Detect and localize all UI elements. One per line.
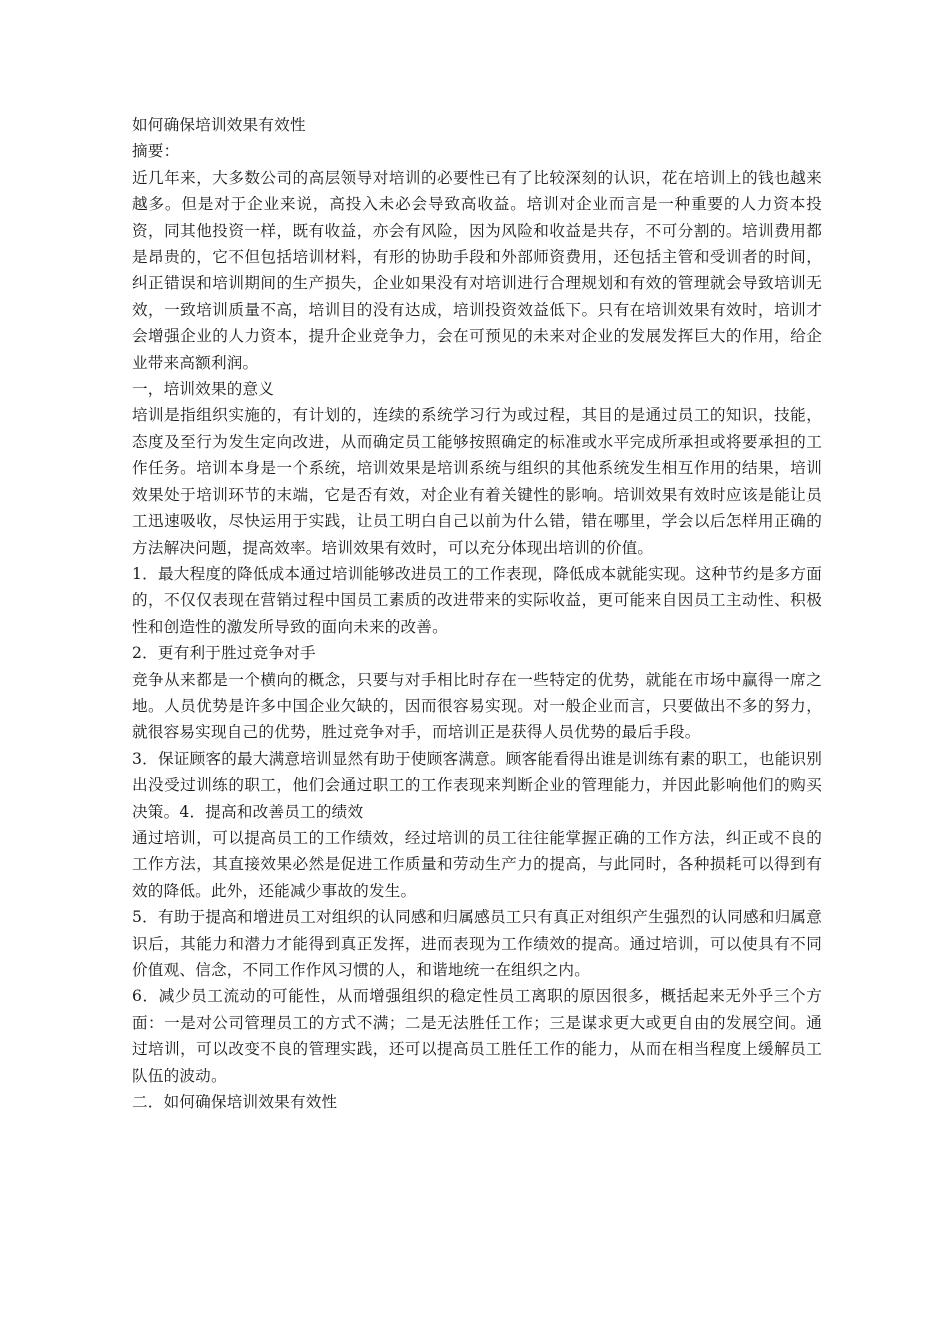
point2-heading: 2．更有利于胜过竞争对手 xyxy=(132,644,316,663)
point3-paragraph: 3．保证顾客的最大满意培训显然有助于使顾客满意。顾客能看得出谁是训练有素的职工，也能识别出没受过训练的职工，他们会通过职工的工作表现来判断企业的管理能力，并因此影响他们的购买决策。4．提高和改善员工的绩效 xyxy=(132,749,822,821)
document-body xyxy=(132,112,822,1115)
intro-paragraph: 近几年来，大多数公司的高层领导对培训的必要性已有了比较深刻的认识，花在培训上的钱也越来越多。但是对于企业来说，高投入未必会导致高收益。培训对企业而言是一种重要的人力资本投资，同其他投资一样，既有收益，亦会有风险，因为风险和收益是共存，不可分割的。培训费用都是昂贵的，它不但包括培训材料，有形的协助手段和外部师资费用，还包括主管和受训者的时间，纠正错误和培训期间的生产损失，企业如果没有对培训进行合理规划和有效的管理就会导致培训无效，一致培训质量不高，培训目的没有达成，培训投资效益低下。只有在培训效果有效时，培训才会增强企业的人力资本，提升企业竞争力，会在可预见的未来对企业的发展发挥巨大的作用，给企业带来高额利润。 xyxy=(132,168,822,372)
document-title: 如何确保培训效果有效性 xyxy=(132,116,306,134)
section1-heading: 一，培训效果的意义 xyxy=(132,380,275,399)
point5-paragraph: 5．有助于提高和增进员工对组织的认同感和归属感员工只有真正对组织产生强烈的认同感和归属意识后，其能力和潜力才能得到真正发挥，进而表现为工作绩效的提高。通过培训，可以使具有不同价值观、信念，不同工作作风习惯的人，和谐地统一在组织之内。 xyxy=(132,908,822,979)
section1-paragraph: 培训是指组织实施的，有计划的，连续的系统学习行为或过程，其目的是通过员工的知识，技能，态度及至行为发生定向改进，从而确定员工能够按照确定的标准或水平完成所承担或将要承担的工作任务。培训本身是一个系统，培训效果是培训系统与组织的其他系统发生相互作用的结果，培训效果处于培训环节的末端，它是否有效，对企业有着关键性的影响。培训效果有效时应该是能让员工迅速吸收，尽快运用于实践，让员工明白自己以前为什么错，错在哪里，学会以后怎样用正确的方法解决问题，提高效率。培训效果有效时，可以充分体现出培训的价值。 xyxy=(132,406,822,557)
point1-paragraph: 1．最大程度的降低成本通过培训能够改进员工的工作表现，降低成本就能实现。这种节约是多方面的，不仅仅表现在营销过程中国员工素质的改进带来的实际收益，更可能来自因员工主动性、积极性和创造性的激发所导致的面向未来的改善。 xyxy=(132,564,822,636)
abstract-label: 摘要： xyxy=(132,142,180,161)
point2-paragraph: 竞争从来都是一个横向的概念，只要与对手相比时存在一些特定的优势，就能在市场中赢得一席之地。人员优势是许多中国企业欠缺的，因而很容易实现。对一般企业而言，只要做出不多的努力，就很容易实现自己的优势，胜过竞争对手，而培训正是获得人员优势的最后手段。 xyxy=(132,670,822,742)
point6-paragraph: 6．减少员工流动的可能性，从而增强组织的稳定性员工离职的原因很多，概括起来无外乎三个方面：一是对公司管理员工的方式不满；二是无法胜任工作；三是谋求更大或更自由的发展空间。通过培训，可以改变不良的管理实践，还可以提高员工胜任工作的能力，从而在相当程度上缓解员工队伍的波动。 xyxy=(132,987,822,1085)
section2-heading: 二．如何确保培训效果有效性 xyxy=(132,1093,338,1112)
point4-paragraph: 通过培训，可以提高员工的工作绩效，经过培训的员工往往能掌握正确的工作方法，纠正或不良的工作方法，其直接效果必然是促进工作质量和劳动生产力的提高，与此同时，各种损耗可以得到有效的降低。此外，还能减少事故的发生。 xyxy=(132,828,822,900)
